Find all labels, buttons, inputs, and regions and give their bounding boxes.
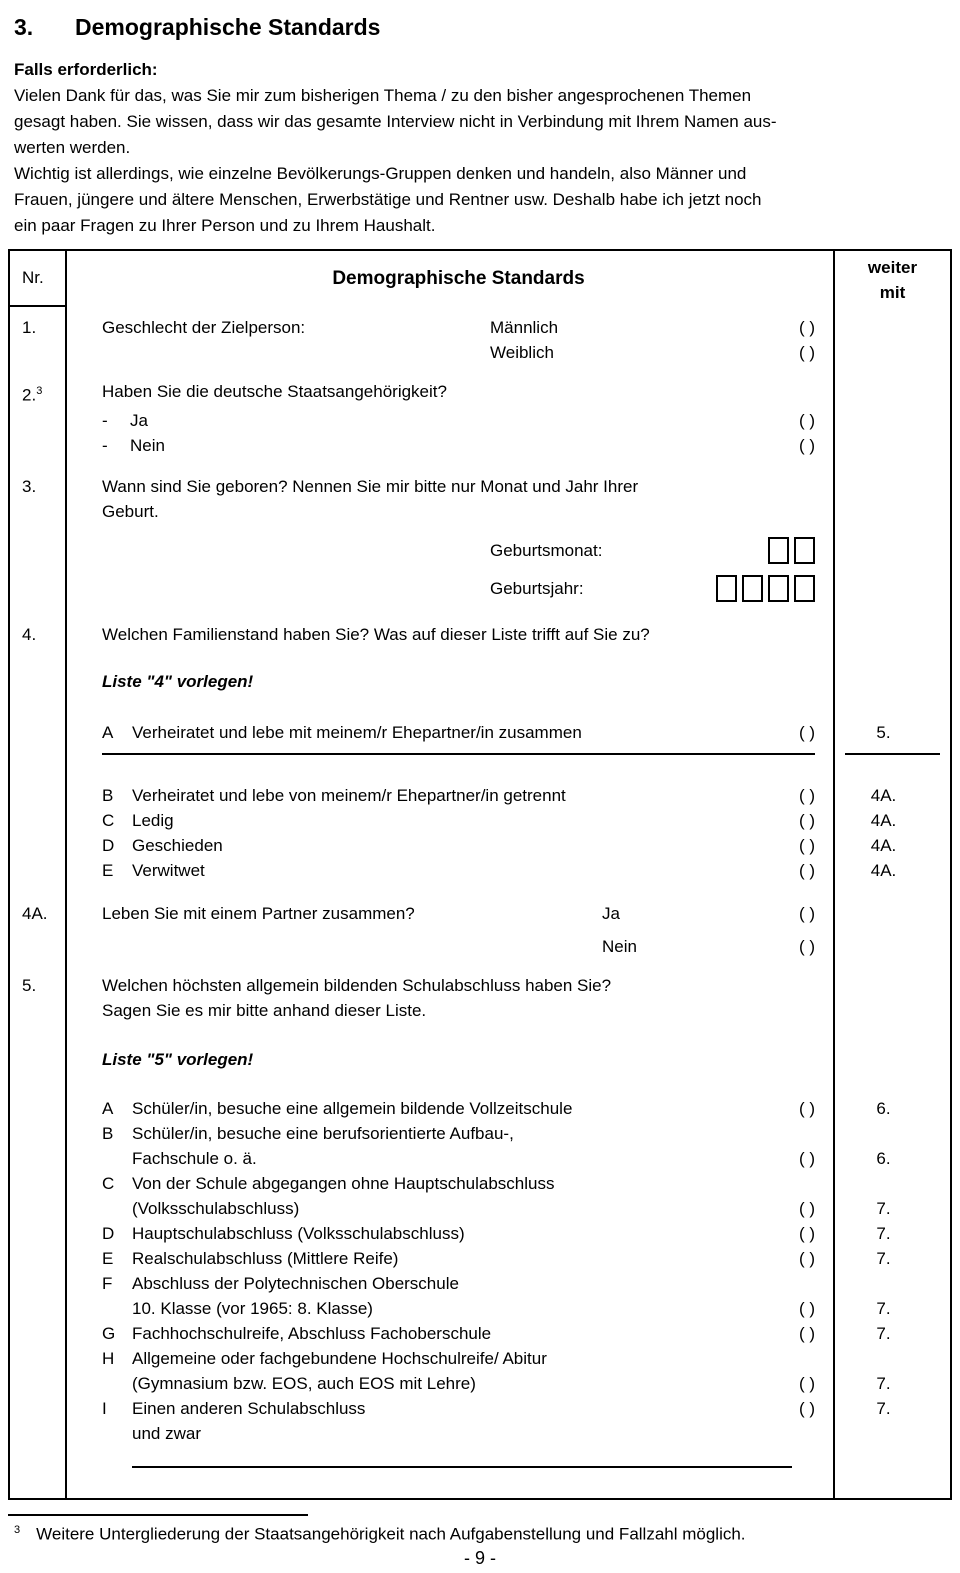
q4a-ja-label: Ja <box>602 903 620 923</box>
q5-option-f-text-line2: 10. Klasse (vor 1965: 8. Klasse) <box>132 1298 373 1318</box>
geburtsjahr-label: Geburtsjahr: <box>490 578 584 598</box>
q5-option-b-row-2 <box>10 1146 950 1171</box>
q3-row-2 <box>10 499 950 524</box>
q1-option-weiblich-mark: ( ) <box>798 343 815 362</box>
q5-option-c-row-2 <box>10 1196 950 1221</box>
q4-option-c-row <box>10 808 950 833</box>
q4a-row-nein <box>10 934 950 959</box>
q2-row-1 <box>10 379 950 408</box>
q5-option-b-text-line2: Fachschule o. ä. <box>132 1148 257 1168</box>
q4-option-e-letter: E <box>102 860 114 880</box>
spacer-row <box>10 458 950 474</box>
q4-option-e-mark: ( ) <box>798 860 815 880</box>
q1-option-weiblich: Weiblich <box>490 343 554 362</box>
q4a-ja-mark: ( ) <box>798 903 815 923</box>
q5-option-e-text: Realschulabschluss (Mittlere Reife) <box>132 1248 399 1268</box>
q4a-question: Leben Sie mit einem Partner zusammen? <box>102 903 415 923</box>
spacer-row <box>10 745 950 753</box>
geburtsmonat-label: Geburtsmonat: <box>490 540 603 560</box>
q4-question: Welchen Familienstand haben Sie? Was auf dieser Liste trifft auf Sie zu? <box>102 624 650 644</box>
footnote-marker: 3 <box>14 1523 21 1536</box>
q5-option-a-text: Schüler/in, besuche eine allgemein bildende Vollzeitschule <box>132 1098 573 1118</box>
intro-line: gesagt haben. Sie wissen, dass wir das gesamte Interview nicht in Verbindung mit Ihrem Namen aus- <box>14 112 777 131</box>
q4-option-b-mark: ( ) <box>798 785 815 805</box>
q5-option-b-weiter: 6. <box>833 1146 950 1171</box>
q5-option-h-letter: H <box>102 1348 115 1368</box>
q5-option-d-row <box>10 1221 950 1246</box>
spacer-row <box>10 524 950 532</box>
spacer-row <box>10 307 950 315</box>
q5-option-h-weiter: 7. <box>833 1371 950 1396</box>
q2-row-ja <box>10 408 950 433</box>
intro-heading: Falls erforderlich: <box>14 60 158 79</box>
q5-option-i-text-line2: und zwar <box>132 1423 201 1443</box>
spacer-row <box>10 694 950 720</box>
geburtsmonat-boxes <box>768 537 815 564</box>
digit-box <box>716 575 737 602</box>
q5-option-i-weiter: 7. <box>833 1396 950 1421</box>
q4-option-d-mark: ( ) <box>798 835 815 855</box>
page-title-text: Demographische Standards <box>75 14 381 40</box>
geburtsjahr-boxes <box>716 575 815 602</box>
q1-row-2 <box>10 340 950 365</box>
q5-question-line2: Sagen Sie es mir bitte anhand dieser Liste. <box>102 1000 427 1020</box>
q4a-row-ja <box>10 901 950 926</box>
q4-option-a-row <box>10 720 950 745</box>
q5-row-2 <box>10 998 950 1023</box>
q5-option-i-row-2 <box>10 1421 950 1446</box>
q3-number: 3. <box>10 474 67 499</box>
intro-block <box>14 57 952 239</box>
q4a-nein-label: Nein <box>602 936 637 956</box>
q2-ja-label: Ja <box>130 410 148 430</box>
q5-option-h-text-line1: Allgemeine oder fachgebundene Hochschulreife/ Abitur <box>132 1348 547 1368</box>
q5-option-i-text-line1: Einen anderen Schulabschluss <box>132 1398 366 1418</box>
q1-row-1 <box>10 315 950 340</box>
q2-nein-mark: ( ) <box>798 435 815 455</box>
q5-option-e-row <box>10 1246 950 1271</box>
q3-question-line1: Wann sind Sie geboren? Nennen Sie mir bitte nur Monat und Jahr Ihrer <box>102 476 639 496</box>
spacer-row <box>10 1446 950 1466</box>
q5-question-line1: Welchen höchsten allgemein bildenden Schulabschluss haben Sie? <box>102 975 612 995</box>
q5-option-f-weiter: 7. <box>833 1296 950 1321</box>
q5-option-b-mark: ( ) <box>798 1148 815 1168</box>
q4-liste-instruction: Liste "4" vorlegen! <box>102 671 254 691</box>
q5-option-e-mark: ( ) <box>798 1248 815 1268</box>
header-weiter: weiter <box>867 258 918 277</box>
q5-option-g-row <box>10 1321 950 1346</box>
q5-option-a-letter: A <box>102 1098 114 1118</box>
q4-option-b-row <box>10 783 950 808</box>
q4-option-e-text: Verwitwet <box>132 860 205 880</box>
q2-question: Haben Sie die deutsche Staatsangehörigkeit? <box>102 382 447 401</box>
q5-option-f-mark: ( ) <box>798 1298 815 1318</box>
q1-option-maennlich: Männlich <box>490 318 559 337</box>
und-zwar-write-in-line <box>132 1466 792 1468</box>
q1-question: Geschlecht der Zielperson: <box>102 318 306 337</box>
q5-option-f-row-1 <box>10 1271 950 1296</box>
spacer-row <box>10 883 950 901</box>
q5-option-e-weiter: 7. <box>833 1246 950 1271</box>
q5-option-g-letter: G <box>102 1323 116 1343</box>
digit-box <box>768 575 789 602</box>
q4-option-a-letter: A <box>102 722 114 742</box>
q5-option-e-letter: E <box>102 1248 114 1268</box>
q5-option-d-weiter: 7. <box>833 1221 950 1246</box>
spacer-row <box>10 959 950 973</box>
q3-geburtsjahr-row <box>10 570 950 608</box>
q5-option-c-letter: C <box>102 1173 115 1193</box>
q4-option-c-text: Ledig <box>132 810 174 830</box>
q5-option-a-weiter: 6. <box>833 1096 950 1121</box>
q5-option-h-row-1 <box>10 1346 950 1371</box>
spacer-row <box>10 1470 950 1498</box>
q5-option-c-row-1 <box>10 1171 950 1196</box>
q2-ja-dash: - <box>102 410 108 430</box>
q5-option-d-text: Hauptschulabschluss (Volksschulabschluss) <box>132 1223 465 1243</box>
q5-option-b-text-line1: Schüler/in, besuche eine berufsorientierte Aufbau-, <box>132 1123 514 1143</box>
spacer-row <box>10 1023 950 1047</box>
digit-box <box>742 575 763 602</box>
q4-option-a-mark: ( ) <box>798 722 815 742</box>
q1-number: 1. <box>10 315 67 340</box>
q3-question-line2: Geburt. <box>102 501 159 521</box>
q4a-number: 4A. <box>10 901 67 926</box>
q5-option-i-letter: I <box>102 1398 107 1418</box>
header-title: Demographische Standards <box>332 268 585 289</box>
q5-liste-row <box>10 1047 950 1072</box>
intro-line: werten werden. <box>14 138 131 157</box>
footnote-separator-line <box>8 1514 308 1516</box>
q5-option-a-row <box>10 1096 950 1121</box>
q4-option-d-text: Geschieden <box>132 835 223 855</box>
q2-row-nein <box>10 433 950 458</box>
q5-option-g-weiter: 7. <box>833 1321 950 1346</box>
q5-option-i-row-1 <box>10 1396 950 1421</box>
q5-liste-instruction: Liste "5" vorlegen! <box>102 1049 254 1069</box>
q4-option-a-text: Verheiratet und lebe mit meinem/r Ehepartner/in zusammen <box>132 722 582 742</box>
q5-option-h-mark: ( ) <box>798 1373 815 1393</box>
q4-option-c-letter: C <box>102 810 115 830</box>
q4-option-c-mark: ( ) <box>798 810 815 830</box>
q5-option-d-mark: ( ) <box>798 1223 815 1243</box>
q5-row-1 <box>10 973 950 998</box>
q4-option-d-weiter: 4A. <box>833 833 950 858</box>
q5-option-h-row-2 <box>10 1371 950 1396</box>
q2-nein-label: Nein <box>130 435 165 455</box>
questionnaire-table <box>8 249 952 1500</box>
q5-option-d-letter: D <box>102 1223 115 1243</box>
q4-option-d-row <box>10 833 950 858</box>
q5-option-c-mark: ( ) <box>798 1198 815 1218</box>
spacer-row <box>10 926 950 934</box>
digit-box <box>768 537 789 564</box>
q5-option-g-text: Fachhochschulreife, Abschluss Fachoberschule <box>132 1323 492 1343</box>
digit-box <box>794 575 815 602</box>
page-title-number: 3. <box>14 14 34 40</box>
q4-option-e-row <box>10 858 950 883</box>
q4-number: 4. <box>10 622 67 647</box>
header-mit: mit <box>879 283 906 302</box>
q4a-nein-mark: ( ) <box>798 936 815 956</box>
intro-line: Frauen, jüngere und ältere Menschen, Erwerbstätige und Rentner usw. Deshalb habe ich jetzt noch <box>14 190 762 209</box>
q5-option-f-row-2 <box>10 1296 950 1321</box>
q5-option-c-text-line2: (Volksschulabschluss) <box>132 1198 300 1218</box>
footnote-text: Weitere Untergliederung der Staatsangehörigkeit nach Aufgabenstellung und Fallzahl möglich. <box>36 1524 746 1544</box>
q2-footnote-marker: 3 <box>36 385 43 397</box>
q4-option-c-weiter: 4A. <box>833 808 950 833</box>
q4-option-b-weiter: 4A. <box>833 783 950 808</box>
q4-liste-row <box>10 669 950 694</box>
q5-option-a-mark: ( ) <box>798 1098 815 1118</box>
q3-geburtsmonat-row <box>10 532 950 570</box>
q2-nein-dash: - <box>102 435 108 455</box>
q3-row-1 <box>10 474 950 499</box>
table-header-row <box>10 251 950 307</box>
spacer-row <box>10 647 950 669</box>
page-title <box>14 14 952 41</box>
q5-option-b-row-1 <box>10 1121 950 1146</box>
q5-option-g-mark: ( ) <box>798 1323 815 1343</box>
page-number: - 9 - <box>463 1548 496 1569</box>
q4-option-e-weiter: 4A. <box>833 858 950 883</box>
q1-option-maennlich-mark: ( ) <box>798 318 815 337</box>
q2-number: 2.$^3$ <box>10 379 67 408</box>
q4-row-1 <box>10 622 950 647</box>
q5-option-b-letter: B <box>102 1123 114 1143</box>
q5-option-c-text-line1: Von der Schule abgegangen ohne Hauptschulabschluss <box>132 1173 555 1193</box>
intro-line: ein paar Fragen zu Ihrer Person und zu Ihrem Haushalt. <box>14 216 436 235</box>
q2-ja-mark: ( ) <box>798 410 815 430</box>
header-nr: Nr. <box>10 251 67 307</box>
intro-line: Vielen Dank für das, was Sie mir zum bisherigen Thema / zu den bisher angesprochenen Themen <box>14 86 752 105</box>
spacer-row <box>10 1072 950 1096</box>
q4-option-d-letter: D <box>102 835 115 855</box>
header-weiter-mit <box>833 251 950 307</box>
q5-option-h-text-line2: (Gymnasium bzw. EOS, auch EOS mit Lehre) <box>132 1373 476 1393</box>
spacer-row <box>10 757 950 783</box>
q4-option-b-letter: B <box>102 785 114 805</box>
q5-option-i-mark: ( ) <box>798 1398 815 1418</box>
footnote <box>14 1524 952 1545</box>
digit-box <box>794 537 815 564</box>
q5-option-f-letter: F <box>102 1273 113 1293</box>
q5-option-f-text-line1: Abschluss der Polytechnischen Oberschule <box>132 1273 459 1293</box>
option-a-separator-line <box>102 753 815 755</box>
spacer-row <box>10 365 950 379</box>
q4-option-a-weiter: 5. <box>833 720 950 745</box>
weiter-separator-line <box>845 753 940 755</box>
q4-option-b-text: Verheiratet und lebe von meinem/r Ehepartner/in getrennt <box>132 785 566 805</box>
intro-line: Wichtig ist allerdings, wie einzelne Bevölkerungs-Gruppen denken und handeln, also Männer und <box>14 164 747 183</box>
q5-number: 5. <box>10 973 67 998</box>
q5-option-c-weiter: 7. <box>833 1196 950 1221</box>
spacer-row <box>10 608 950 622</box>
